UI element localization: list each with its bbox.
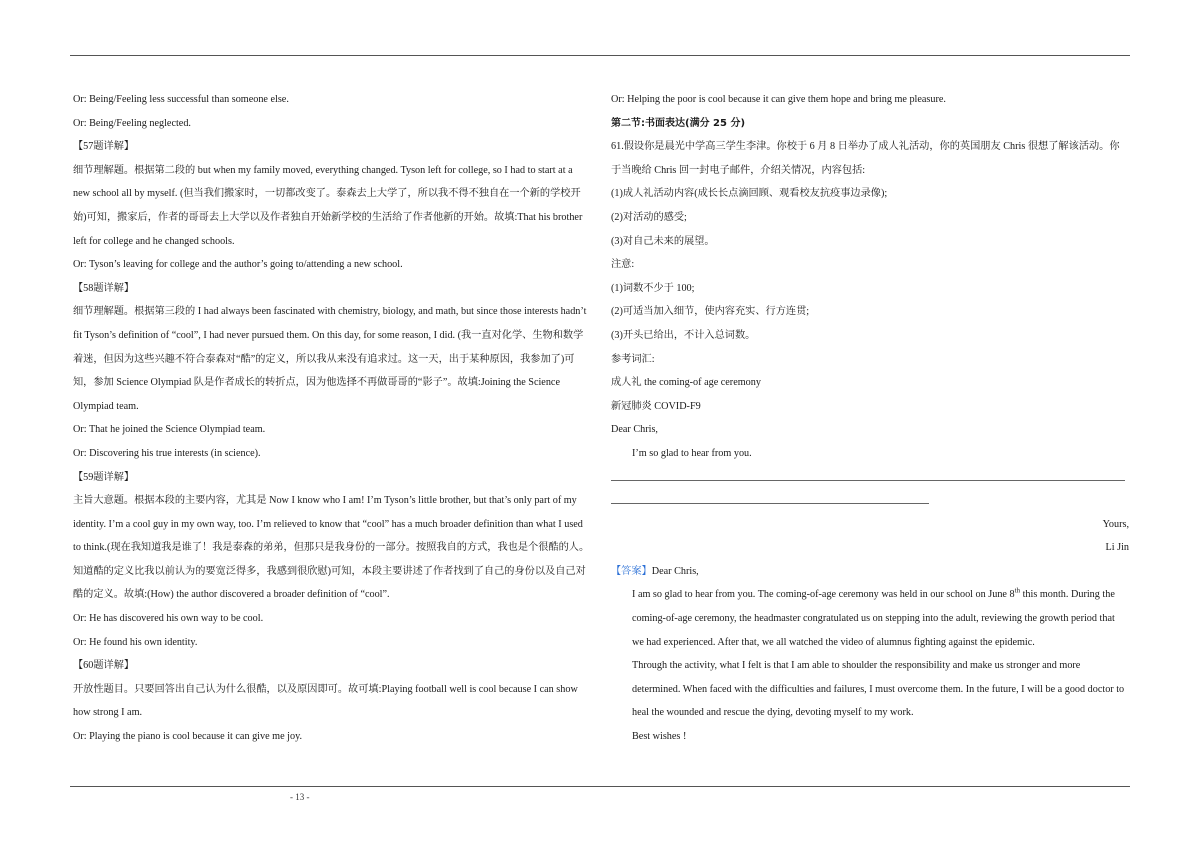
letter-closing: Yours, (1102, 518, 1129, 530)
question-heading-58: 【58题详解】 (73, 282, 135, 294)
answer-line: Or: Being/Feeling less successful than someone else. (73, 94, 289, 105)
answer-line: Or: Being/Feeling neglected. (73, 117, 191, 129)
explanation-60: 开放性题目。只要回答出自己认为什么很酷，以及原因即可。故可填:Playing football well is cool because I can show how strong I am. (73, 683, 578, 719)
writing-blank-line[interactable] (611, 466, 1129, 490)
writing-prompt: 61.假设你是晨光中学高三学生李津。你校于 6 月 8 日举办了成人礼活动，你的英国朋友 Chris 很想了解该活动。你于当晚给 Chris 回一封电子邮件，介绍关情况，内容包括: (611, 141, 1120, 176)
answer-paragraph-1: I am so glad to hear from you. The coming-of-age ceremony was held in our school on June 8th this month. During the coming-of-age ceremony, the headmaster congratulated us on stepping into the adult, reviewing the growth period that we had experienced. After that, we all watched the video of alumnus fighting against the epidemic. (632, 587, 1115, 648)
answer-closing: Best wishes ! (632, 731, 687, 743)
answer-line: Or: Tyson’s leaving for college and the author’s going to/attending a new school. (73, 259, 403, 271)
answer-line: Or: Playing the piano is cool because it can give me joy. (73, 731, 303, 743)
note-item: (2)可适当加入细节，使内容充实、行方连贯; (611, 306, 810, 318)
vocab-item: 新冠肺炎 COVID-F9 (611, 400, 701, 412)
content-item: (1)成人礼活动内容(成长长点滴回顾、观看校友抗疫事边录像); (611, 188, 888, 200)
answer-line: Or: Helping the poor is cool because it can give them hope and bring me pleasure. (611, 94, 946, 105)
bottom-rule (70, 786, 1130, 787)
answer-header (611, 560, 1129, 584)
answer-tag: 【答案】 (611, 565, 652, 577)
letter-salutation: Dear Chris, (611, 424, 658, 436)
explanation-57: 细节理解题。根据第二段的 but when my family moved, everything changed. Tyson left for college, so I had to start at a new school all by myself. (但当我们搬家时，一切都改变了。泰森去上大学了，所以我不得不独自在一个新的学校开始)可知，搬家后，作者的哥哥去上大学以及作者独自开始新学校的生活给了作者他新的开始。故填:That his brother left for college and he changed schools. (73, 164, 583, 247)
writing-blank-line[interactable] (611, 489, 1129, 513)
answer-line: Or: He found his own identity. (73, 636, 198, 648)
answer-paragraph-2: Through the activity, what I felt is that I am able to shoulder the responsibility and make us stronger and more determined. When faced with the difficulties and failures, I must overcome them. In the future, I will be a good doctor to heal the wounded and rescue the dying, devoting myself to my work. (632, 660, 1125, 719)
content-item: (3)对自己未来的展望。 (611, 235, 715, 247)
question-heading-60: 【60题详解】 (73, 660, 135, 672)
left-column (73, 88, 591, 749)
question-heading-59: 【59题详解】 (73, 471, 135, 483)
note-item: (3)开头已给出，不计入总词数。 (611, 329, 756, 341)
letter-signature: Li Jin (1105, 542, 1129, 554)
vocab-label: 参考词汇: (611, 353, 655, 365)
answer-line: Or: He has discovered his own way to be cool. (73, 613, 264, 625)
explanation-59: 主旨大意题。根据本段的主要内容，尤其是 Now I know who I am! I’m Tyson’s little brother, but that’s only part of my identity. I’m a cool guy in my own way, too. I’m relieved to know that “cool” has a much broader definition than what I used to think.(现在我知道我是谁了！我是泰森的弟弟，但那只是我身份的一部分。按照我自的方式，我也是个很酷的人。知道酷的定义比我以前认为的要宽泛得多，我感到很欣慰)可知，本段主要讲述了作者找到了自己的身份以及自己对酷的定义。故填:(How) the author discovered a broader definition of “cool”. (73, 495, 590, 601)
answer-salutation: Dear Chris, (651, 565, 699, 577)
question-heading-57: 【57题详解】 (73, 141, 135, 153)
page-number: - 13 - (290, 792, 310, 802)
answer-line: Or: That he joined the Science Olympiad team. (73, 424, 266, 436)
vocab-item: 成人礼 the coming-of age ceremony (611, 377, 761, 389)
section-title: 第二节:书面表达(满分 25 分) (611, 117, 746, 129)
explanation-58: 细节理解题。根据第三段的 I had always been fascinated with chemistry, biology, and math, but since those interests hadn’t fit Tyson’s definition of “cool”, I had never pursued them. On this day, for some reason, I did. (我一直对化学、生物和数学着迷，但因为这些兴趣不符合泰森对“酷”的定义，所以我从来没有追求过。这一天，出于某种原因，我参加了)可知，参加 Science Olympiad 队是作者成长的转折点，因为他选择不再做哥哥的“影子”。故填:Joining the Science Olympiad team. (73, 306, 587, 412)
note-item: (1)词数不少于 100; (611, 282, 695, 294)
answer-line: Or: Discovering his true interests (in science). (73, 447, 261, 459)
right-column (611, 88, 1129, 749)
letter-opening: I’m so glad to hear from you. (632, 447, 752, 459)
note-label: 注意: (611, 259, 635, 271)
top-rule (70, 55, 1130, 56)
content-item: (2)对活动的感受; (611, 211, 687, 223)
